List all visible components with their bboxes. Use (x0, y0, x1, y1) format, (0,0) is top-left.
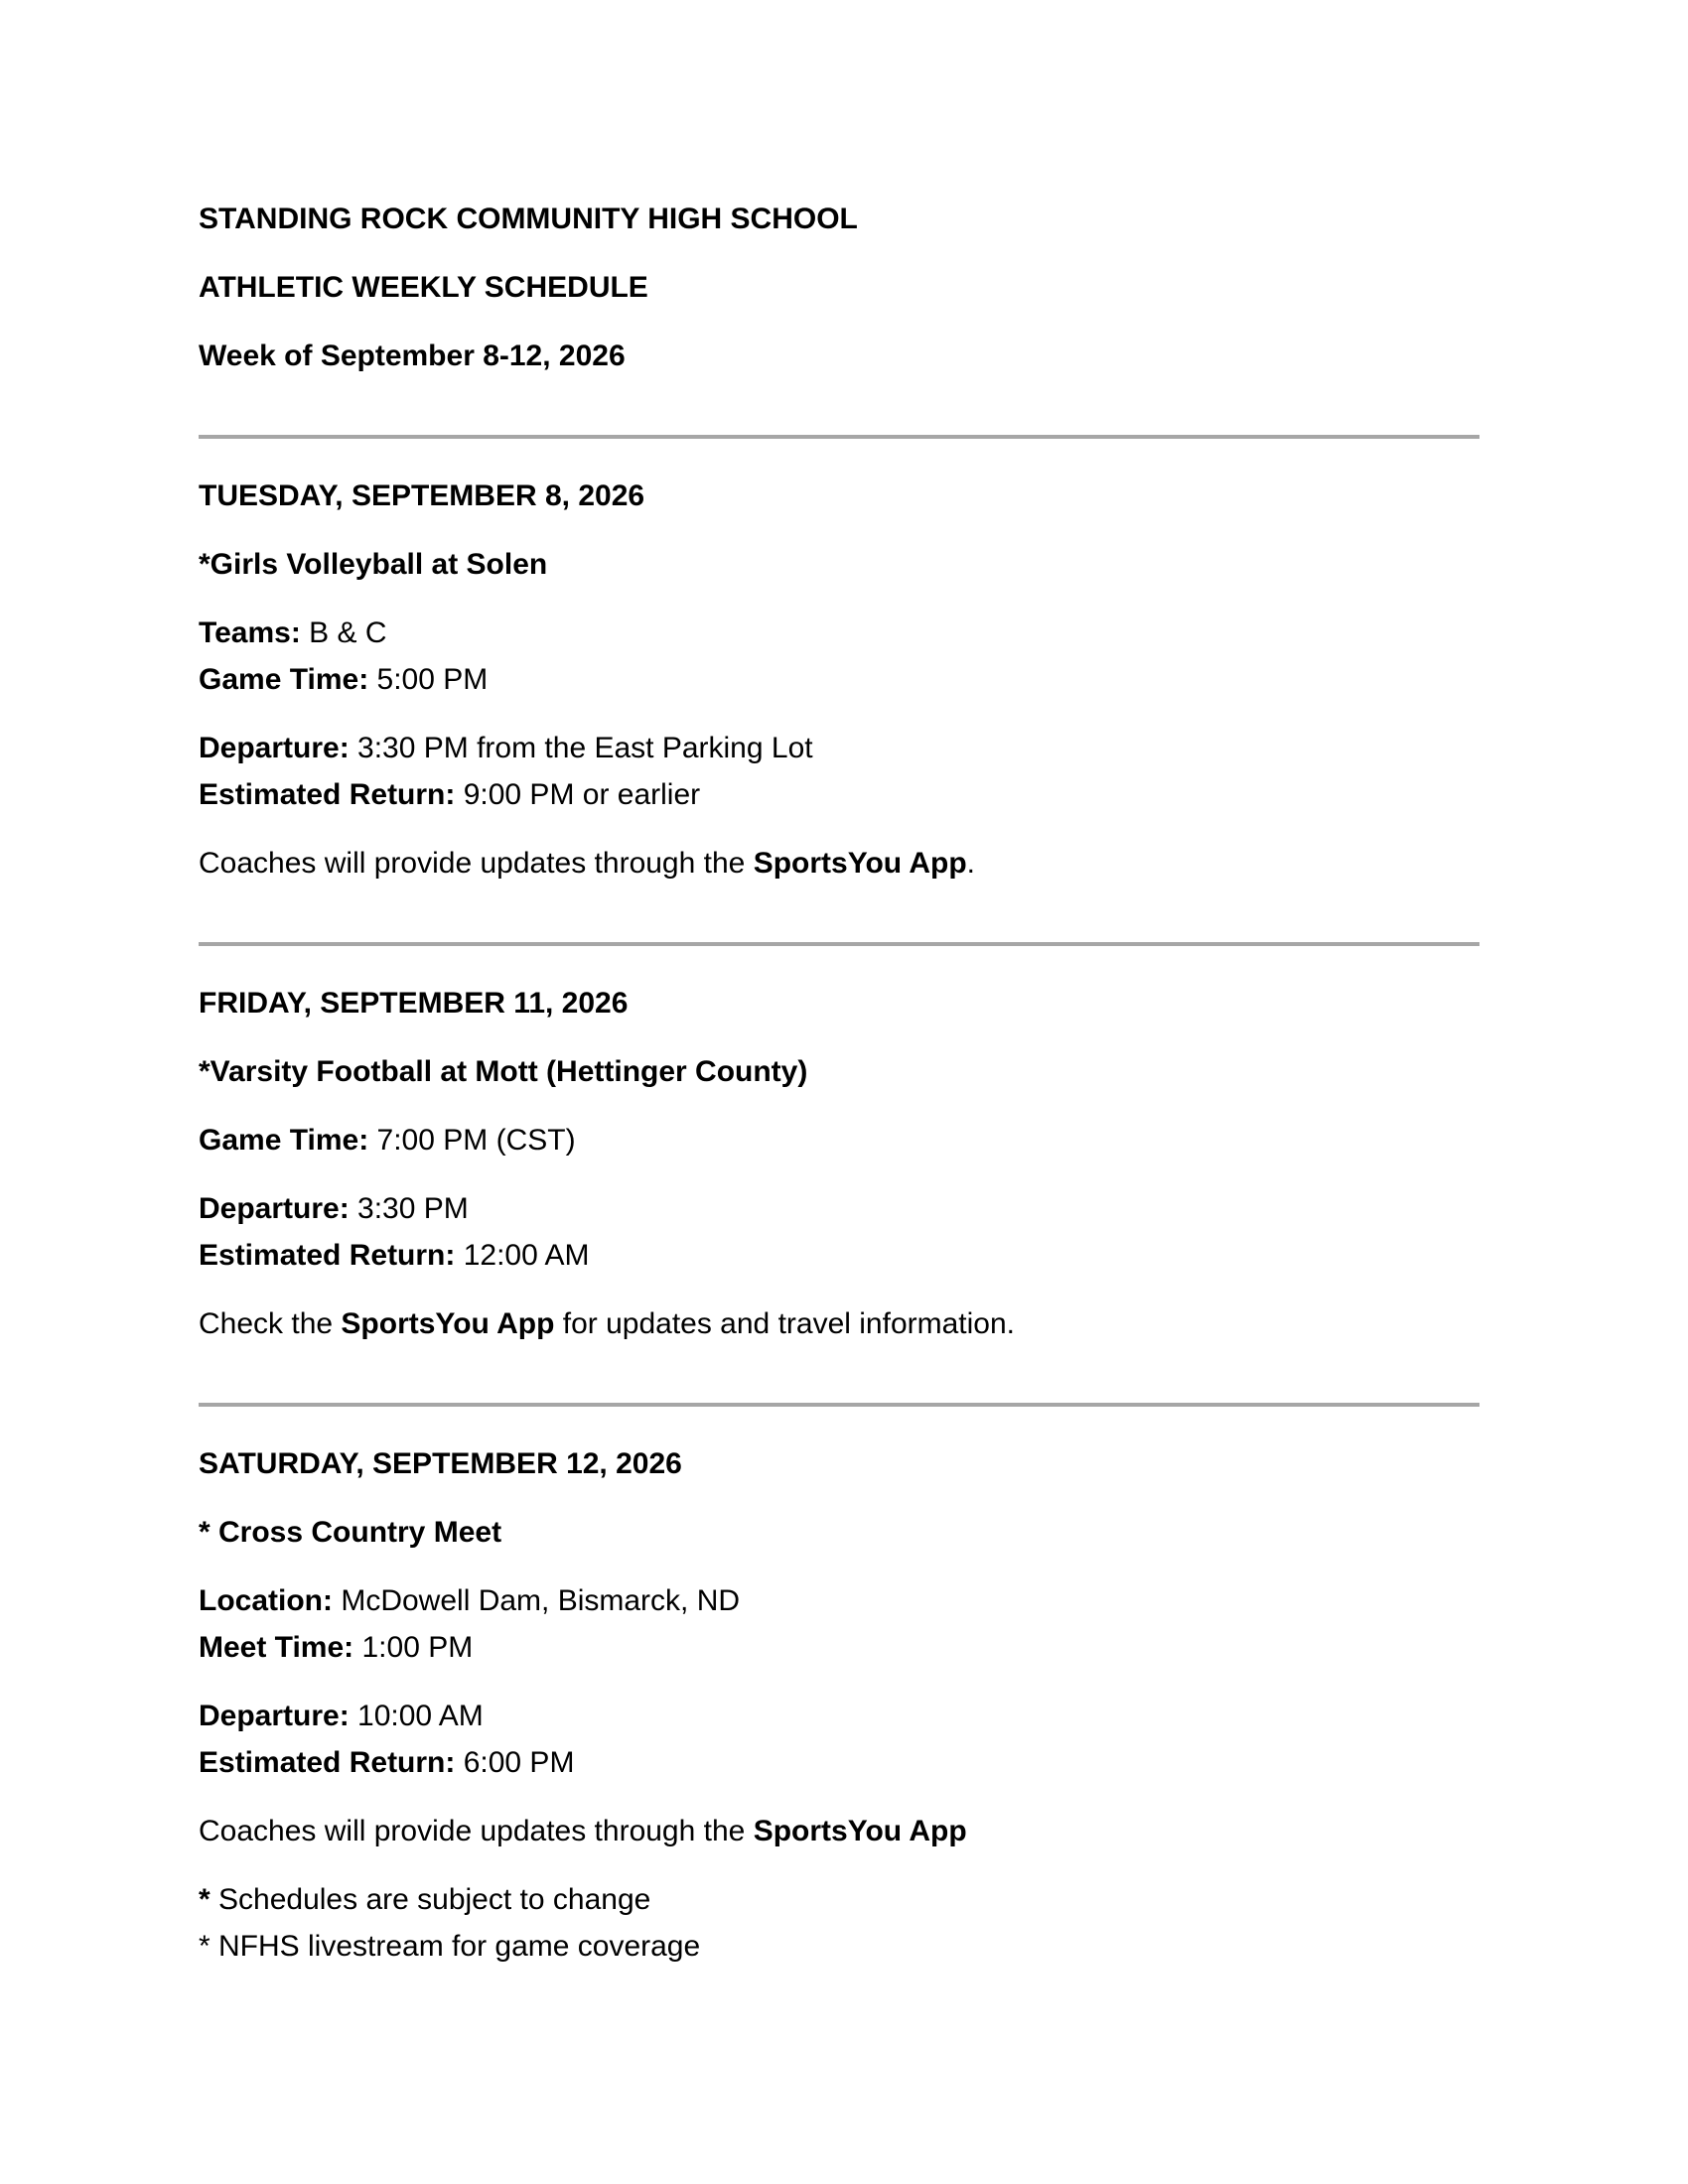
schedule-title: ATHLETIC WEEKLY SCHEDULE (199, 271, 648, 304)
day-heading: SATURDAY, SEPTEMBER 12, 2026 (199, 1447, 682, 1480)
departure-value: 3:30 PM (349, 1192, 469, 1225)
return-label: Estimated Return: (199, 778, 456, 811)
note-text: Coaches will provide updates through the (199, 1815, 754, 1847)
departure-label: Departure: (199, 1700, 350, 1732)
departure-row (199, 1693, 1479, 1739)
departure-label: Departure: (199, 1192, 350, 1225)
footnote-schedule-change (199, 1876, 1479, 1923)
divider-1 (199, 435, 1479, 439)
event-title: * Cross Country Meet (199, 1516, 502, 1549)
game-time-label: Game Time: (199, 663, 369, 696)
teams-row (199, 610, 1479, 656)
schedule-content (199, 196, 1479, 1970)
departure-row (199, 1185, 1479, 1232)
teams-label: Teams: (199, 616, 301, 649)
meet-time-label: Meet Time: (199, 1631, 354, 1664)
updates-note (199, 1300, 1479, 1347)
event-title: *Girls Volleyball at Solen (199, 548, 548, 581)
game-time-value: 7:00 PM (CST) (368, 1124, 576, 1157)
footnote-star: * (199, 1883, 219, 1916)
note-text-end: . (966, 847, 976, 880)
return-value: 9:00 PM or earlier (455, 778, 701, 811)
event-title: *Varsity Football at Mott (Hettinger County) (199, 1055, 808, 1088)
day-heading: FRIDAY, SEPTEMBER 11, 2026 (199, 987, 629, 1020)
section-friday (199, 980, 1479, 1347)
meet-time-value: 1:00 PM (353, 1631, 474, 1664)
return-row (199, 1232, 1479, 1279)
game-time-row (199, 1117, 1479, 1163)
footnote-text: Schedules are subject to change (218, 1883, 651, 1916)
section-tuesday (199, 473, 1479, 887)
updates-note (199, 1808, 1479, 1854)
game-time-value: 5:00 PM (368, 663, 489, 696)
updates-note (199, 840, 1479, 887)
location-label: Location: (199, 1584, 333, 1617)
meet-time-row (199, 1624, 1479, 1671)
week-range: Week of September 8-12, 2026 (199, 340, 626, 372)
return-row (199, 771, 1479, 818)
return-value: 12:00 AM (455, 1239, 590, 1272)
game-time-label: Game Time: (199, 1124, 369, 1157)
departure-value: 3:30 PM from the East Parking Lot (349, 732, 813, 764)
note-text: Coaches will provide updates through the (199, 847, 754, 880)
note-text: Check the (199, 1307, 342, 1340)
school-name: STANDING ROCK COMMUNITY HIGH SCHOOL (199, 203, 858, 235)
return-label: Estimated Return: (199, 1239, 456, 1272)
divider-2 (199, 942, 1479, 946)
teams-value: B & C (300, 616, 387, 649)
sportsyou-app-name: SportsYou App (341, 1307, 555, 1340)
game-time-row (199, 656, 1479, 703)
day-heading: TUESDAY, SEPTEMBER 8, 2026 (199, 479, 645, 512)
location-value: McDowell Dam, Bismarck, ND (333, 1584, 741, 1617)
return-label: Estimated Return: (199, 1746, 456, 1779)
section-saturday (199, 1440, 1479, 1854)
sportsyou-app-name: SportsYou App (753, 847, 967, 880)
return-value: 6:00 PM (455, 1746, 575, 1779)
location-row (199, 1577, 1479, 1624)
note-text-end: for updates and travel information. (554, 1307, 1015, 1340)
departure-row (199, 725, 1479, 771)
departure-label: Departure: (199, 732, 350, 764)
departure-value: 10:00 AM (349, 1700, 484, 1732)
footnotes (199, 1876, 1479, 1970)
sportsyou-app-name: SportsYou App (753, 1815, 967, 1847)
return-row (199, 1739, 1479, 1786)
divider-3 (199, 1403, 1479, 1407)
footnote-livestream: * NFHS livestream for game coverage (199, 1930, 701, 1963)
